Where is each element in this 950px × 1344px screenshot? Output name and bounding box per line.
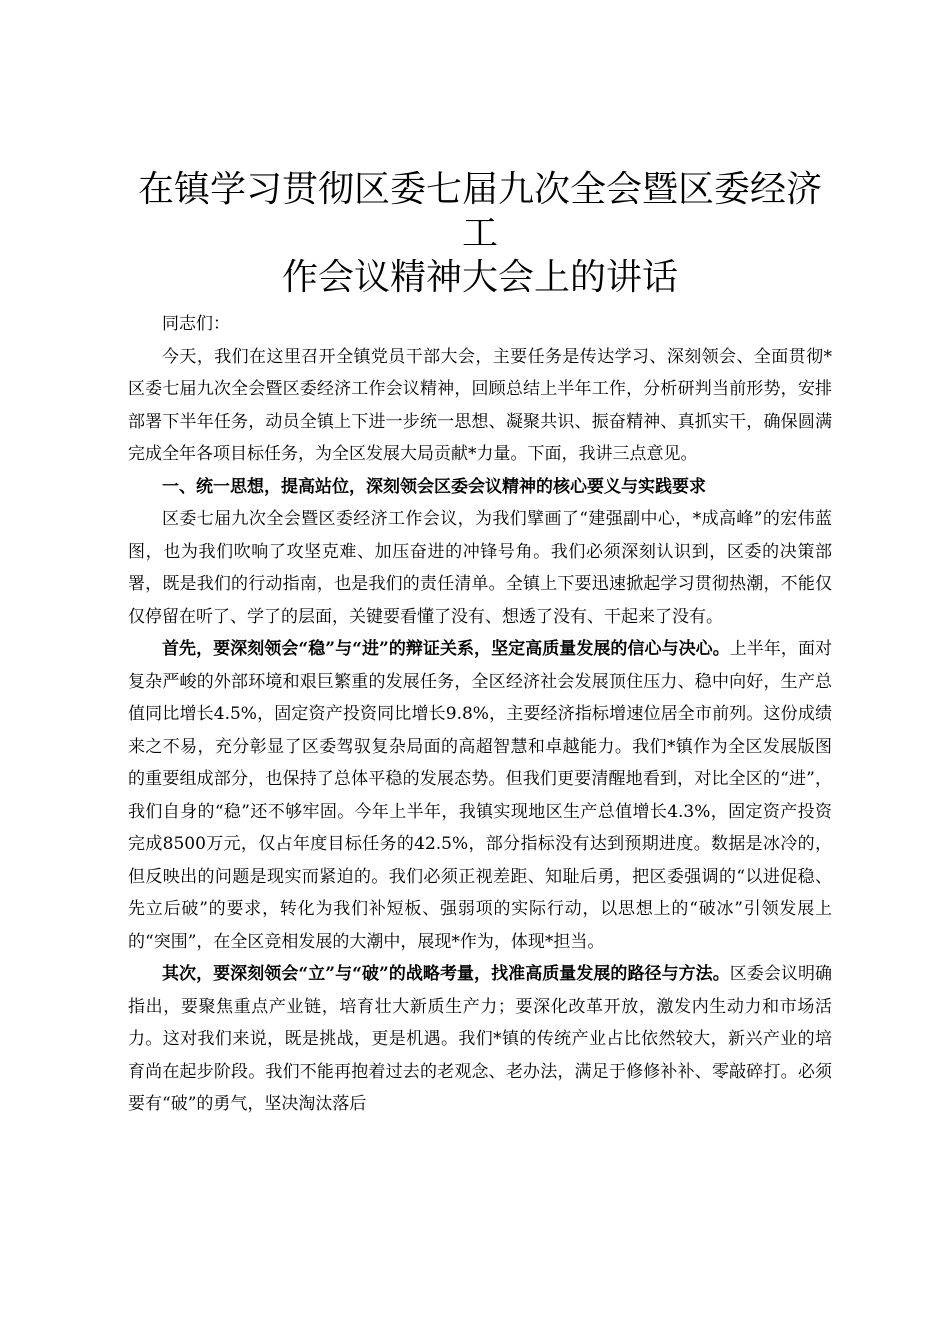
document-title: [128, 168, 832, 300]
point-2-body: 区委会议明确指出，要聚焦重点产业链，培育壮大新质生产力；要深化改革开放，激发内生动力和市场活力。这对我们来说，既是挑战，更是机遇。我们*镇的传统产业占比依然较大，新兴产业的培育尚在起步阶段。我们不能再抱着过去的老观念、老办法，满足于修修补补、零敲碎打。必须要有“破”的勇气，坚决淘汰落后: [128, 964, 832, 1114]
section-1-paragraph: 区委七届九次全会暨区委经济工作会议，为我们擘画了“建强副中心，*成高峰”的宏伟蓝图，也为我们吹响了攻坚克难、加压奋进的冲锋号角。我们必须深刻认识到，区委的决策部署，既是我们的行动指南，也是我们的责任清单。全镇上下要迅速掀起学习贯彻热潮，不能仅仅停留在听了、学了的层面，关键要看懂了没有、想透了没有、干起来了没有。: [128, 509, 832, 627]
point-2-paragraph: [128, 958, 832, 1121]
salutation: 同志们：: [162, 314, 230, 334]
point-1-body: 上半年，面对复杂严峻的外部环境和艰巨繁重的发展任务，全区经济社会发展顶住压力、稳中向好，生产总值同比增长4.5%，固定资产投资同比增长9.8%，主要经济指标增速位居全市前列。这份成绩来之不易，充分彰显了区委驾驭复杂局面的高超智慧和卓越能力。我们*镇作为全区发展版图的重要组成部分，也保持了总体平稳的发展态势。但我们更要清醒地看到，对比全区的“进”，我们自身的“稳”还不够牢固。今年上半年，我镇实现地区生产总值增长4.3%，固定资产投资完成8500万元，仅占年度目标任务的42.5%，部分指标没有达到预期进度。数据是冰冷的，但反映出的问题是现实而紧迫的。我们必须正视差距、知耻后勇，把区委强调的“以进促稳、先立后破”的要求，转化为我们补短板、强弱项的实际行动，以思想上的“破冰”引领发展上的“突围”，在全区竞相发展的大潮中，展现*作为，体现*担当。: [128, 639, 832, 952]
document-page: [128, 168, 832, 1121]
section-1-heading: 一、统一思想，提高站位，深刻领会区委会议精神的核心要义与实践要求: [162, 476, 706, 497]
title-line-1: 在镇学习贯彻区委七届九次全会暨区委经济工: [137, 169, 822, 254]
point-1-paragraph: [128, 633, 832, 958]
point-2-lead: 其次，要深刻领会“立”与“破”的战略考量，找准高质量发展的路径与方法。: [162, 964, 730, 984]
intro-paragraph: 今天，我们在这里召开全镇党员干部大会，主要任务是传达学习、深刻领会、全面贯彻*区委七届九次全会暨区委经济工作会议精神，回顾总结上半年工作，分析研判当前形势，安排部署下半年任务，动员全镇上下进一步统一思想、凝聚共识、振奋精神、真抓实干，确保圆满完成全年各项目标任务，为全区发展大局贡献*力量。下面，我讲三点意见。: [128, 346, 832, 464]
title-line-2: 作会议精神大会上的讲话: [281, 257, 678, 298]
point-1-lead: 首先，要深刻领会“稳”与“进”的辩证关系，坚定高质量发展的信心与决心。: [162, 639, 730, 659]
